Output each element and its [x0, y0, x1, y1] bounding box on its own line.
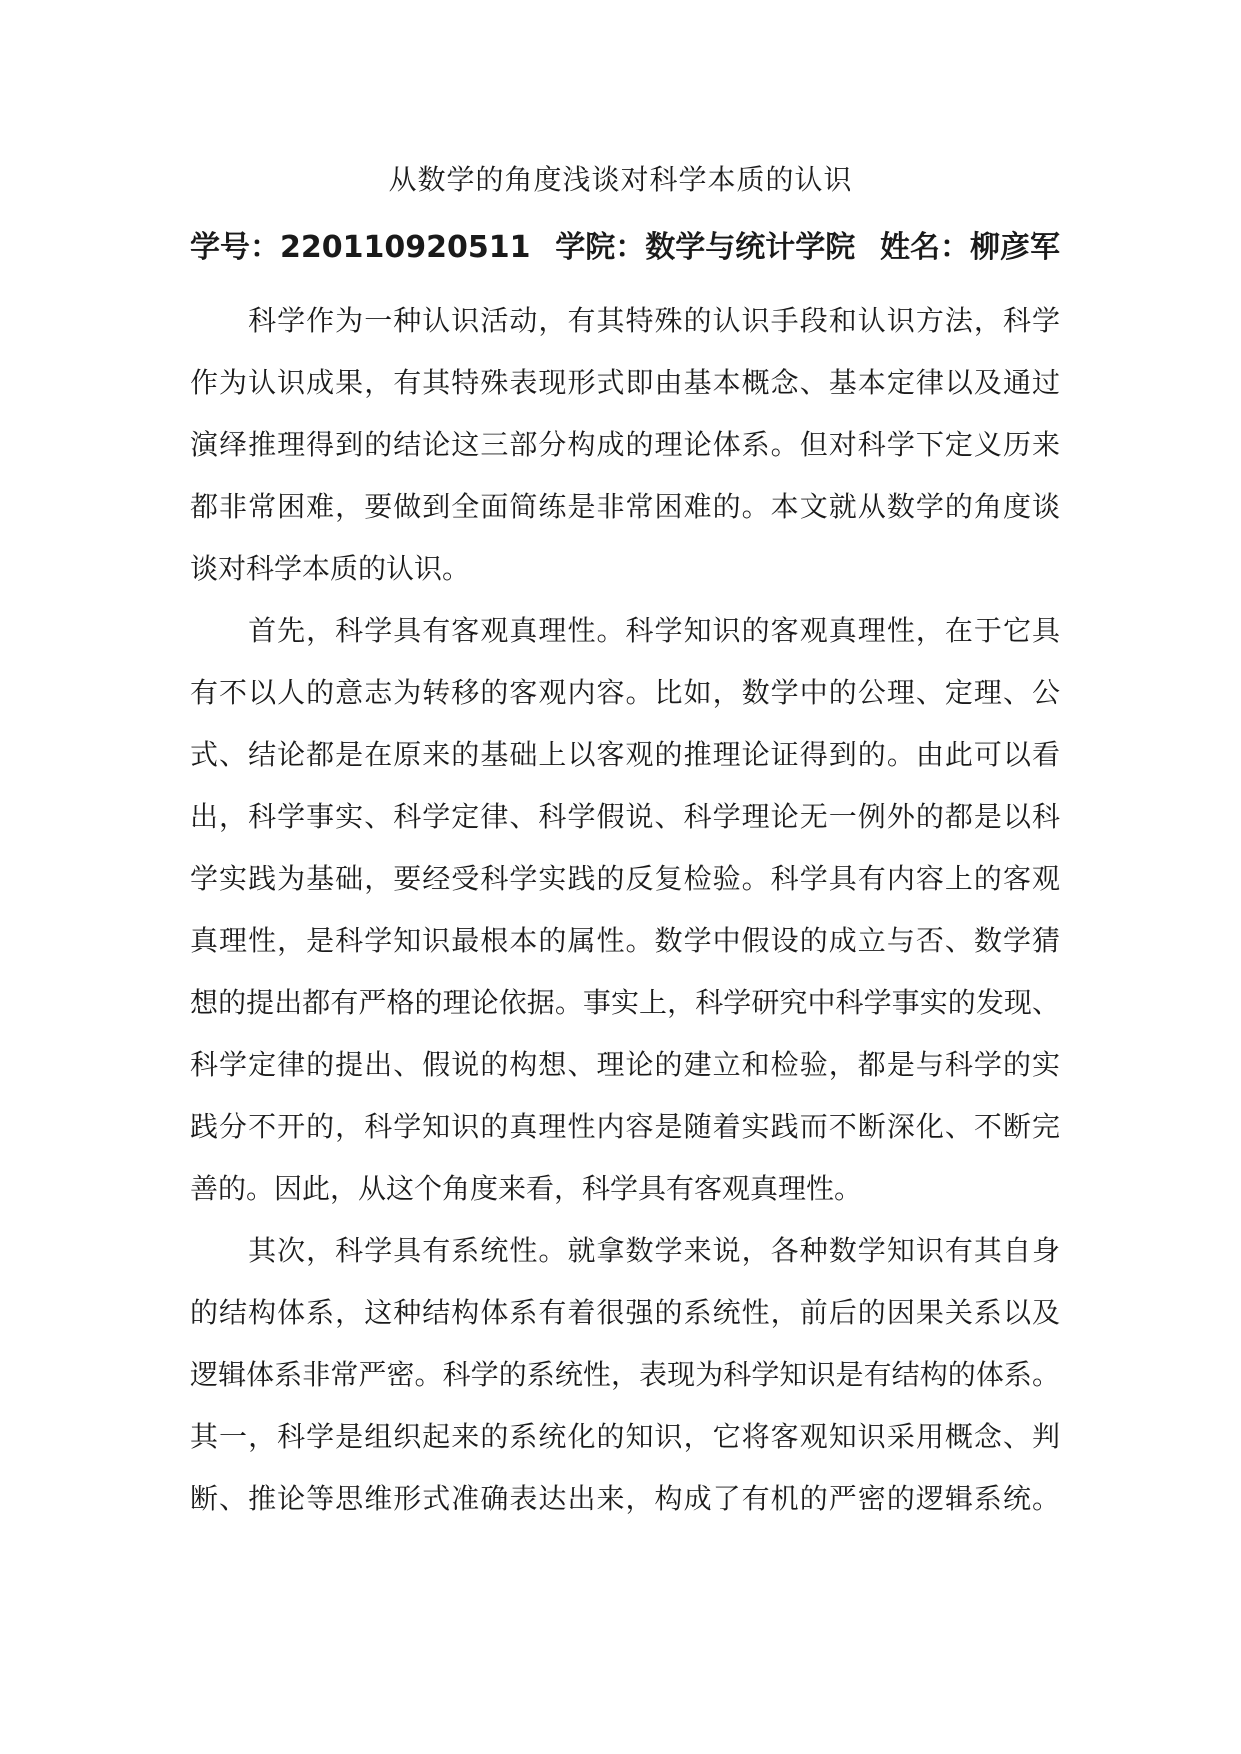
paragraph-2 — [190, 600, 1060, 1220]
text-line: 学实践为基础，要经受科学实践的反复检验。科学具有内容上的客观 — [190, 862, 1060, 895]
text-line: 科学定律的提出、假说的构想、理论的建立和检验，都是与科学的实 — [190, 1048, 1060, 1081]
paragraph-3 — [190, 1220, 1060, 1530]
text-line: 想的提出都有严格的理论依据。事实上，科学研究中科学事实的发现、 — [190, 986, 1060, 1019]
paragraph-1 — [190, 290, 1060, 600]
text-line: 践分不开的，科学知识的真理性内容是随着实践而不断深化、不断完 — [190, 1110, 1060, 1143]
text-line: 逻辑体系非常严密。科学的系统性，表现为科学知识是有结构的体系。 — [190, 1358, 1060, 1391]
text-line: 科学作为一种认识活动，有其特殊的认识手段和认识方法，科学 — [190, 304, 1060, 337]
text-line: 首先，科学具有客观真理性。科学知识的客观真理性，在于它具 — [190, 614, 1060, 647]
text-line: 式、结论都是在原来的基础上以客观的推理论证得到的。由此可以看 — [190, 738, 1060, 771]
student-id: 学号：220110920511 — [190, 230, 531, 265]
author-name: 姓名：柳彦军 — [880, 230, 1060, 265]
text-line: 出，科学事实、科学定律、科学假说、科学理论无一例外的都是以科 — [190, 800, 1060, 833]
text-line: 真理性，是科学知识最根本的属性。数学中假设的成立与否、数学猜 — [190, 924, 1060, 957]
text-line: 有不以人的意志为转移的客观内容。比如，数学中的公理、定理、公 — [190, 676, 1060, 709]
text-line: 善的。因此，从这个角度来看，科学具有客观真理性。 — [190, 1172, 863, 1205]
text-line: 其次，科学具有系统性。就拿数学来说，各种数学知识有其自身 — [190, 1234, 1060, 1267]
page-title: 从数学的角度浅谈对科学本质的认识 — [388, 163, 853, 196]
author-info-line — [190, 226, 1060, 270]
body-text — [190, 290, 1060, 1530]
text-line: 其一，科学是组织起来的系统化的知识，它将客观知识采用概念、判 — [190, 1420, 1060, 1453]
text-line: 都非常困难，要做到全面简练是非常困难的。本文就从数学的角度谈 — [190, 490, 1060, 523]
college: 学院：数学与统计学院 — [555, 230, 856, 265]
text-line: 作为认识成果，有其特殊表现形式即由基本概念、基本定律以及通过 — [190, 366, 1060, 399]
text-line: 演绎推理得到的结论这三部分构成的理论体系。但对科学下定义历来 — [190, 428, 1060, 461]
text-line: 谈对科学本质的认识。 — [190, 552, 471, 585]
text-line: 的结构体系，这种结构体系有着很强的系统性，前后的因果关系以及 — [190, 1296, 1060, 1329]
text-line: 断、推论等思维形式准确表达出来，构成了有机的严密的逻辑系统。 — [190, 1482, 1060, 1515]
